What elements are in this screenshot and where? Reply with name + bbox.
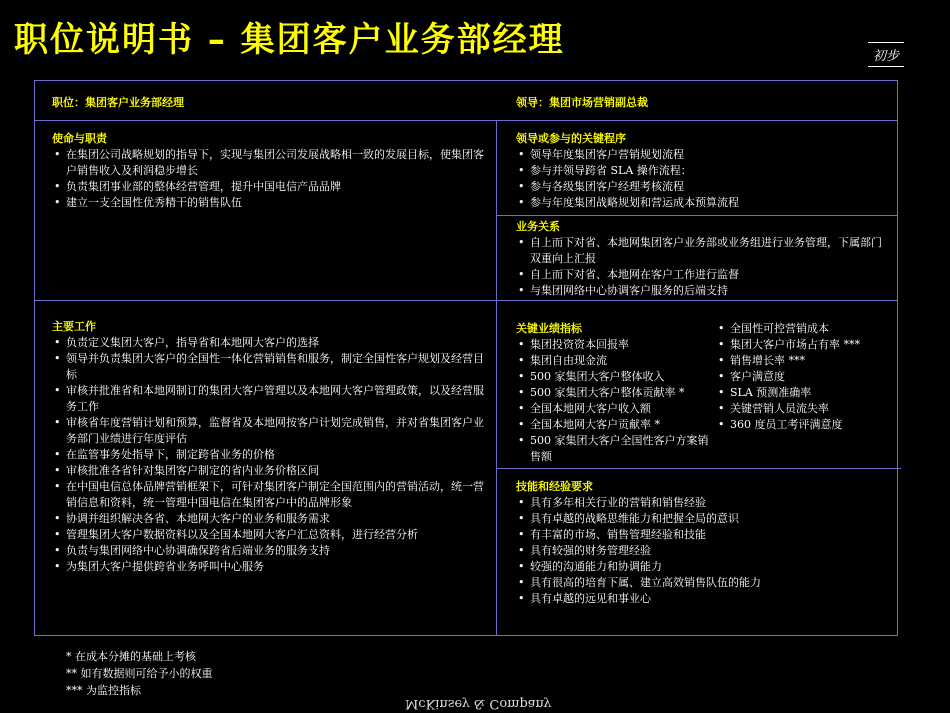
list-item: • 500 家集团大客户整体贡献率 * (516, 385, 711, 401)
list-item: • 审核并批准省和本地网制订的集团大客户管理以及本地网大客户管理政策，以及经营服务工作 (52, 383, 488, 415)
work-heading: 主要工作 (52, 320, 96, 333)
leader-label: 领导：集团市场营销副总裁 (516, 96, 648, 109)
list-item: • 领导并负责集团大客户的全国性一体化营销销售和服务，制定全国性客户规划及经营目标 (52, 351, 488, 383)
processes-heading: 领导或参与的关键程序 (516, 132, 626, 145)
divider (497, 215, 897, 216)
divider (35, 300, 897, 301)
relations-section (516, 219, 888, 299)
footnote: * 在成本分摊的基础上考核 (66, 650, 196, 663)
list-item: • 500 家集团大客户整体收入 (516, 369, 711, 385)
list-item: • 自上而下对省、本地网集团客户业务部或业务组进行业务管理，下属部门双重向上汇报 (516, 235, 888, 267)
mission-section (52, 131, 488, 211)
list-item: • 集团大客户市场占有率 *** (716, 337, 896, 353)
list-item: • 建立一支全国性优秀精干的销售队伍 (52, 195, 488, 211)
list-item: • 具有卓越的战略思维能力和把握全局的意识 (516, 511, 888, 527)
list-item: • 参与各级集团客户经理考核流程 (516, 179, 888, 195)
list-item: • 负责定义集团大客户，指导省和本地网大客户的选择 (52, 335, 488, 351)
list-item: • 在监管事务处指导下，制定跨省业务的价格 (52, 447, 488, 463)
list-item: • SLA 预测准确率 (716, 385, 896, 401)
list-item: • 自上而下对省、本地网在客户工作进行监督 (516, 267, 888, 283)
company-logo: McKinsey & Company (405, 696, 552, 711)
mission-heading: 使命与职责 (52, 132, 107, 145)
list-item: • 集团投资资本回报率 (516, 337, 711, 353)
list-item: • 较强的沟通能力和协调能力 (516, 559, 888, 575)
skills-heading: 技能和经验要求 (516, 480, 593, 493)
list-item: • 在集团公司战略规划的指导下，实现与集团公司发展战略相一致的发展目标，使集团客户销售收入及利润稳步增长 (52, 147, 488, 179)
list-item: • 具有很高的培育下属、建立高效销售队伍的能力 (516, 575, 888, 591)
footnote: *** 为监控指标 (66, 684, 141, 697)
kpi-heading: 关键业绩指标 (516, 322, 582, 335)
list-item: • 有丰富的市场、销售管理经验和技能 (516, 527, 888, 543)
list-item: • 协调并组织解决各省、本地网大客户的业务和服务需求 (52, 511, 488, 527)
list-item: • 具有卓越的远见和事业心 (516, 591, 888, 607)
list-item: • 关键营销人员流失率 (716, 401, 896, 417)
list-item: • 销售增长率 *** (716, 353, 896, 369)
list-item: • 在中国电信总体品牌营销框架下，可针对集团客户制定全国范围内的营销活动，统一营销信息和资料，统一管理中国电信在集团客户中的品牌形象 (52, 479, 488, 511)
list-item: • 具有多年相关行业的营销和销售经验 (516, 495, 888, 511)
list-item: • 全国本地网大客户贡献率 * (516, 417, 711, 433)
list-item: • 与集团网络中心协调客户服务的后端支持 (516, 283, 888, 299)
divider (496, 121, 497, 635)
list-item: • 负责与集团网络中心协调确保跨省后端业务的服务支持 (52, 543, 488, 559)
list-item: • 具有较强的财务管理经验 (516, 543, 888, 559)
list-item: • 全国本地网大客户收入额 (516, 401, 711, 417)
kpi-section (516, 321, 711, 465)
divider (35, 120, 897, 121)
footnote: ** 如有数据则可给予小的权重 (66, 667, 213, 680)
list-item: • 集团自由现金流 (516, 353, 711, 369)
list-item: • 审核批准各省针对集团客户制定的省内业务价格区间 (52, 463, 488, 479)
list-item: • 审核省年度营销计划和预算，监督省及本地网按客户计划完成销售，并对省集团客户业务部门业绩进行年度评估 (52, 415, 488, 447)
list-item: • 参与并领导跨省 SLA 操作流程： (516, 163, 888, 179)
list-item: • 500 家集团大客户全国性客户方案销售额 (516, 433, 711, 465)
work-section (52, 319, 488, 575)
status-badge: 初步 (868, 42, 904, 67)
list-item: • 客户满意度 (716, 369, 896, 385)
kpi-section-2 (716, 321, 896, 433)
processes-section (516, 131, 888, 211)
list-item: • 360 度员工考评满意度 (716, 417, 896, 433)
skills-section (516, 479, 888, 607)
list-item: • 管理集团大客户数据资料以及全国本地网大客户汇总资料，进行经营分析 (52, 527, 488, 543)
list-item: • 全国性可控营销成本 (716, 321, 896, 337)
page-title: 职位说明书 – 集团客户业务部经理 (14, 20, 565, 60)
divider (497, 468, 901, 469)
list-item: • 参与年度集团战略规划和营运成本预算流程 (516, 195, 888, 211)
footnotes (66, 648, 213, 699)
position-label: 职位：集团客户业务部经理 (52, 96, 184, 109)
list-item: • 领导年度集团客户营销规划流程 (516, 147, 888, 163)
relations-heading: 业务关系 (516, 220, 560, 233)
list-item: • 负责集团事业部的整体经营管理，提升中国电信产品品牌 (52, 179, 488, 195)
list-item: • 为集团大客户提供跨省业务呼叫中心服务 (52, 559, 488, 575)
